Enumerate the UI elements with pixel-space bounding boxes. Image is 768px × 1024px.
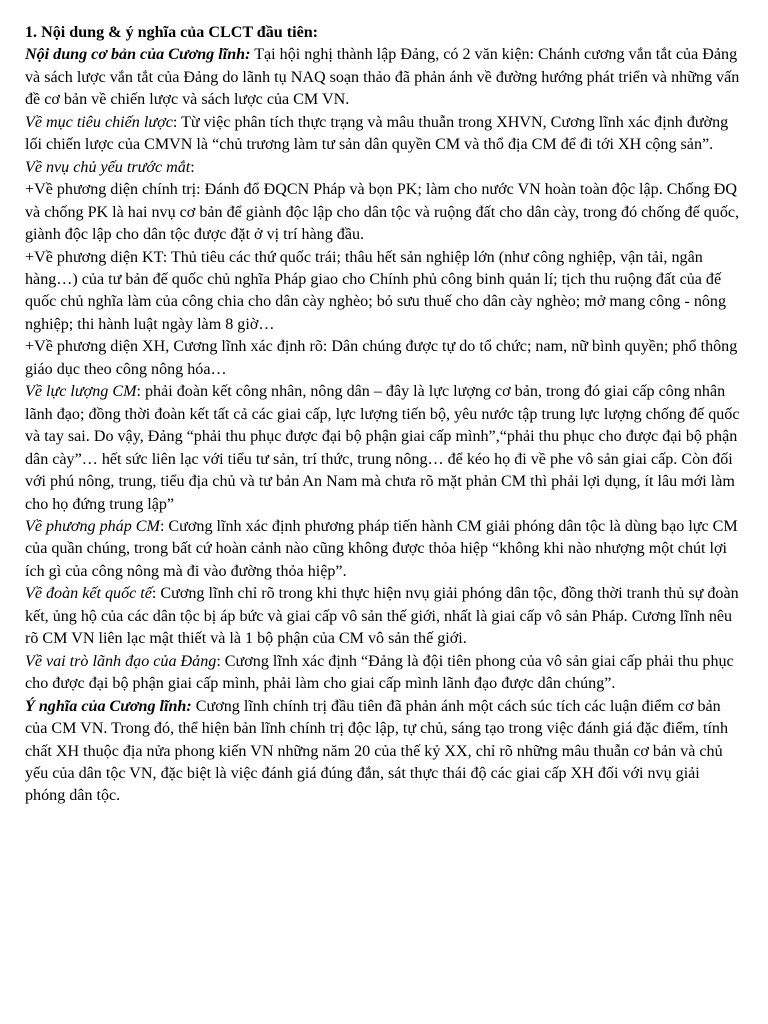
paragraph-political-aspect: +Về phương diện chính trị: Đánh đổ ĐQCN Pháp và bọn PK; làm cho nước VN hoàn toàn độc lập. Chống ĐQ và chống PK là hai nvụ cơ bản để giành độc lập cho dân tộc và ruộng đất cho dân cày, trong đó chống đế quốc, giành độc lập cho dân tộc được đặt ở vị trí hàng đầu. (25, 181, 740, 244)
paragraph-label: Về lực lượng CM (25, 383, 137, 401)
paragraph-label: Ý nghĩa của Cương lĩnh: (25, 697, 192, 715)
paragraph-text: : phải đoàn kết công nhân, nông dân – đây là lực lượng cơ bản, trong đó giai cấp công nhân lãnh đạo; đồng thời đoàn kết tất cả các giai cấp, lực lượng tiến bộ, yêu nước tập trung lực lượng chống đế quốc và tay sai. Do vậy, Đảng “phải thu phục được đại bộ phận giai cấp mình”,“phải thu phục cho được đại bộ phận dân cày”… hết sức liên lạc với tiểu tư sản, trí thức, trung nông… để kéo họ đi về phe vô sản giai cấp. Còn đối với phú nông, trung, tiểu địa chủ và tư bản An Nam mà chưa rõ mặt phản CM thì phải lợi dụng, ít lâu mới làm cho họ đứng trung lập” (25, 383, 740, 513)
paragraph-label: Về đoàn kết quốc tế (25, 585, 152, 603)
paragraph-label: Về phương pháp CM (25, 517, 160, 535)
paragraph-text: Cương lĩnh chính trị đầu tiên đã phản ánh một cách súc tích các luận điểm cơ bản của CM VN. Trong đó, thể hiện bản lĩnh chính trị độc lập, tự chủ, sáng tạo trong việc đánh giá đặc điểm, tính chất XH thuộc địa nửa phong kiến VN những năm 20 của thế kỷ XX, chỉ rõ những mâu thuẫn cơ bản và chủ yếu của dân tộc VN, đặc biệt là việc đánh giá đúng đắn, sát thực thái độ các giai cấp XH đối với nvụ giải phóng dân tộc. (25, 697, 729, 805)
paragraph-party-leadership (25, 651, 740, 696)
paragraph-label: Về nvụ chủ yếu trước mắt (25, 158, 191, 176)
paragraph-text: : Cương lĩnh chỉ rõ trong khi thực hiện nvụ giải phóng dân tộc, đồng thời tranh thủ sự đoàn kết, ủng hộ của các dân tộc bị áp bức và giai cấp vô sản thế giới, nhất là giai cấp vô sản Pháp. Cương lĩnh nêu rõ CM VN liên lạc mật thiết và là 1 bộ phận của CM vô sản thế giới. (25, 585, 739, 648)
paragraph-revolutionary-forces (25, 381, 740, 516)
paragraph-label: Về vai trò lãnh đạo của Đảng (25, 652, 217, 670)
paragraph-significance (25, 696, 740, 808)
paragraph-label: Nội dung cơ bản của Cương lĩnh: (25, 46, 251, 64)
paragraph-strategic-goal (25, 112, 740, 157)
paragraph-label: Về mục tiêu chiến lược (25, 113, 173, 131)
section-heading: 1. Nội dung & ý nghĩa của CLCT đầu tiên: (25, 24, 319, 41)
paragraph-text: : Từ việc phân tích thực trạng và mâu thuẫn trong XHVN, Cương lĩnh xác định đường lối chiến lược của CMVN là “chủ trương làm tư sản dân quyền CM và thổ địa CM để đi tới XH cộng sản”. (25, 113, 729, 154)
paragraph-text: : (190, 158, 195, 176)
paragraph-text: Tại hội nghị thành lập Đảng, có 2 văn kiện: Chánh cương vắn tắt của Đảng và sách lược vắn tắt của Đảng do lãnh tụ NAQ soạn thảo đã phản ánh về đường hướng phát triển và những vấn đề cơ bản về chiến lược và sách lược của CM VN. (25, 46, 740, 109)
paragraph-content-overview (25, 44, 740, 111)
paragraph-revolutionary-method (25, 516, 740, 583)
paragraph-main-tasks (25, 157, 740, 179)
paragraph-international-solidarity (25, 583, 740, 650)
paragraph-social-aspect: +Về phương diện XH, Cương lĩnh xác định rõ: Dân chúng được tự do tổ chức; nam, nữ bình quyền; phổ thông giáo dục theo công nông hóa… (25, 338, 738, 378)
paragraph-economic-aspect: +Về phương diện KT: Thủ tiêu các thứ quốc trái; thâu hết sản nghiệp lớn (như công nghiệp, vận tải, ngân hàng…) của tư bản đế quốc chủ nghĩa Pháp giao cho Chính phủ công binh quản lí; tịch thu ruộng đất của đế quốc chủ nghĩa làm của công chia cho dân cày nghèo; bỏ sưu thuế cho dân cày nghèo; mở mang công - nông nghiệp; thi hành luật ngày làm 8 giờ… (25, 248, 727, 333)
paragraph-text: : Cương lĩnh xác định “Đảng là đội tiên phong của vô sản giai cấp phải thu phục cho được đại bộ phận giai cấp mình, phải làm cho giai cấp mình lãnh đạo được dân chúng”. (25, 652, 734, 693)
paragraph-text: : Cương lĩnh xác định phương pháp tiến hành CM giải phóng dân tộc là dùng bạo lực CM của quần chúng, trong bất cứ hoàn cảnh nào cũng không được thỏa hiệp “không khi nào nhượng một chút lợi ích gì của công nông mà đi vào đường thỏa hiệp”. (25, 517, 738, 580)
